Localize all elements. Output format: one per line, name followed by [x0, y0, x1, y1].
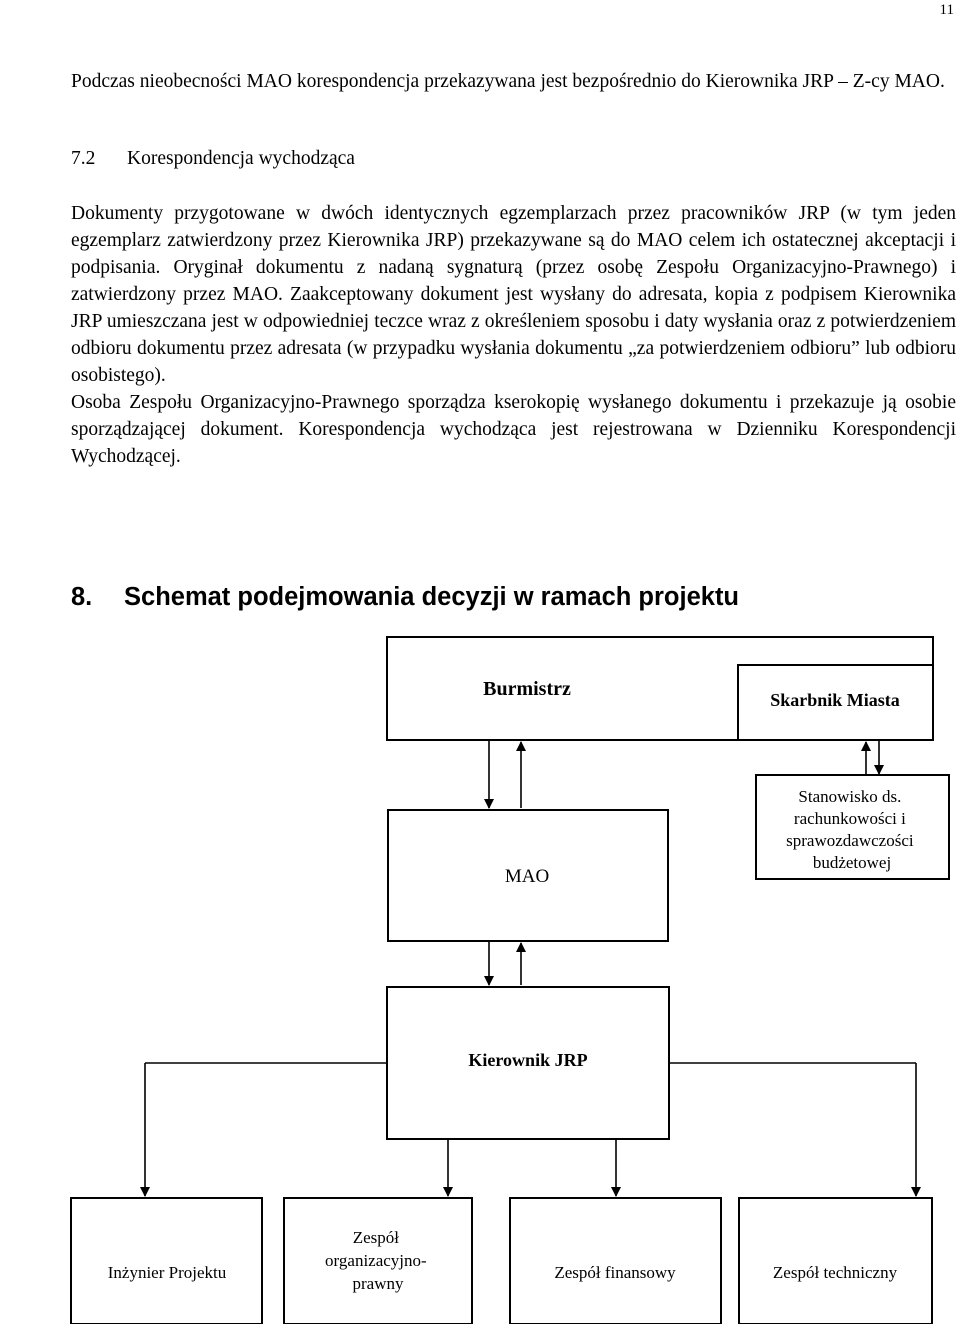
intro-paragraph: Podczas nieobecności MAO korespondencja przekazywana jest bezpośrednio do Kierownika JRP – Z-cy MAO.: [71, 71, 945, 92]
stanowisko-line-2: rachunkowości i: [793, 809, 906, 828]
skarbnik-label: Skarbnik Miasta: [770, 690, 900, 710]
section-8-number: 8.: [71, 583, 93, 611]
stanowisko-line-1: Stanowisko ds.: [798, 787, 902, 806]
mao-label: MAO: [504, 866, 550, 887]
zespol-org-line-3: prawny: [352, 1274, 404, 1293]
section-7-2-number: 7.2: [71, 148, 96, 169]
zespol-tech-label: Zespół techniczny: [772, 1263, 898, 1282]
kierownik-label: Kierownik JRP: [468, 1050, 588, 1070]
inzynier-label: Inżynier Projektu: [107, 1263, 227, 1282]
stanowisko-line-3: sprawozdawczości: [786, 831, 914, 850]
page-number: 11: [939, 2, 954, 18]
zespol-fin-label: Zespół finansowy: [554, 1263, 676, 1282]
zespol-fin-box: [510, 1198, 721, 1324]
inzynier-box: [71, 1198, 262, 1324]
section-8-title: Schemat podejmowania decyzji w ramach projektu: [124, 583, 740, 611]
zespol-org-line-2: organizacyjno-: [325, 1251, 427, 1270]
zespol-org-line-1: Zespół: [352, 1228, 400, 1247]
section-7-2-title: Korespondencja wychodząca: [127, 148, 355, 169]
copy-paragraph: Osoba Zespołu Organizacyjno-Prawnego sporządza kserokopię wysłanego dokumentu i przekazuje ją osobie sporządzającej dokument. Korespondencja wychodząca jest rejestrowana w Dzienniku Korespondencji Wychodzącej.: [71, 392, 956, 467]
stanowisko-line-4: budżetowej: [812, 853, 892, 872]
burmistrz-label: Burmistrz: [483, 678, 571, 700]
zespol-tech-box: [739, 1198, 932, 1324]
outgoing-paragraph: Dokumenty przygotowane w dwóch identycznych egzemplarzach przez pracowników JRP (w tym jeden egzemplarz zatwierdzony przez Kierownika JRP) przekazywane są do MAO celem ich ostatecznej akceptacji i podpisania. Oryginał dokumentu z nadaną sygnaturą (przez osobę Zespołu Organizacyjno-Prawnego) i zatwierdzony przez MAO. Zaakceptowany dokument jest wysłany do adresata, kopia z podpisem Kierownika JRP umieszczana jest w odpowiedniej teczce wraz z określeniem sposobu i daty wysłania oraz z potwierdzeniem odbioru dokumentu przez adresata (w przypadku wysłania dokumentu „za potwierdzeniem odbioru” lub odbioru osobistego).: [71, 203, 956, 386]
